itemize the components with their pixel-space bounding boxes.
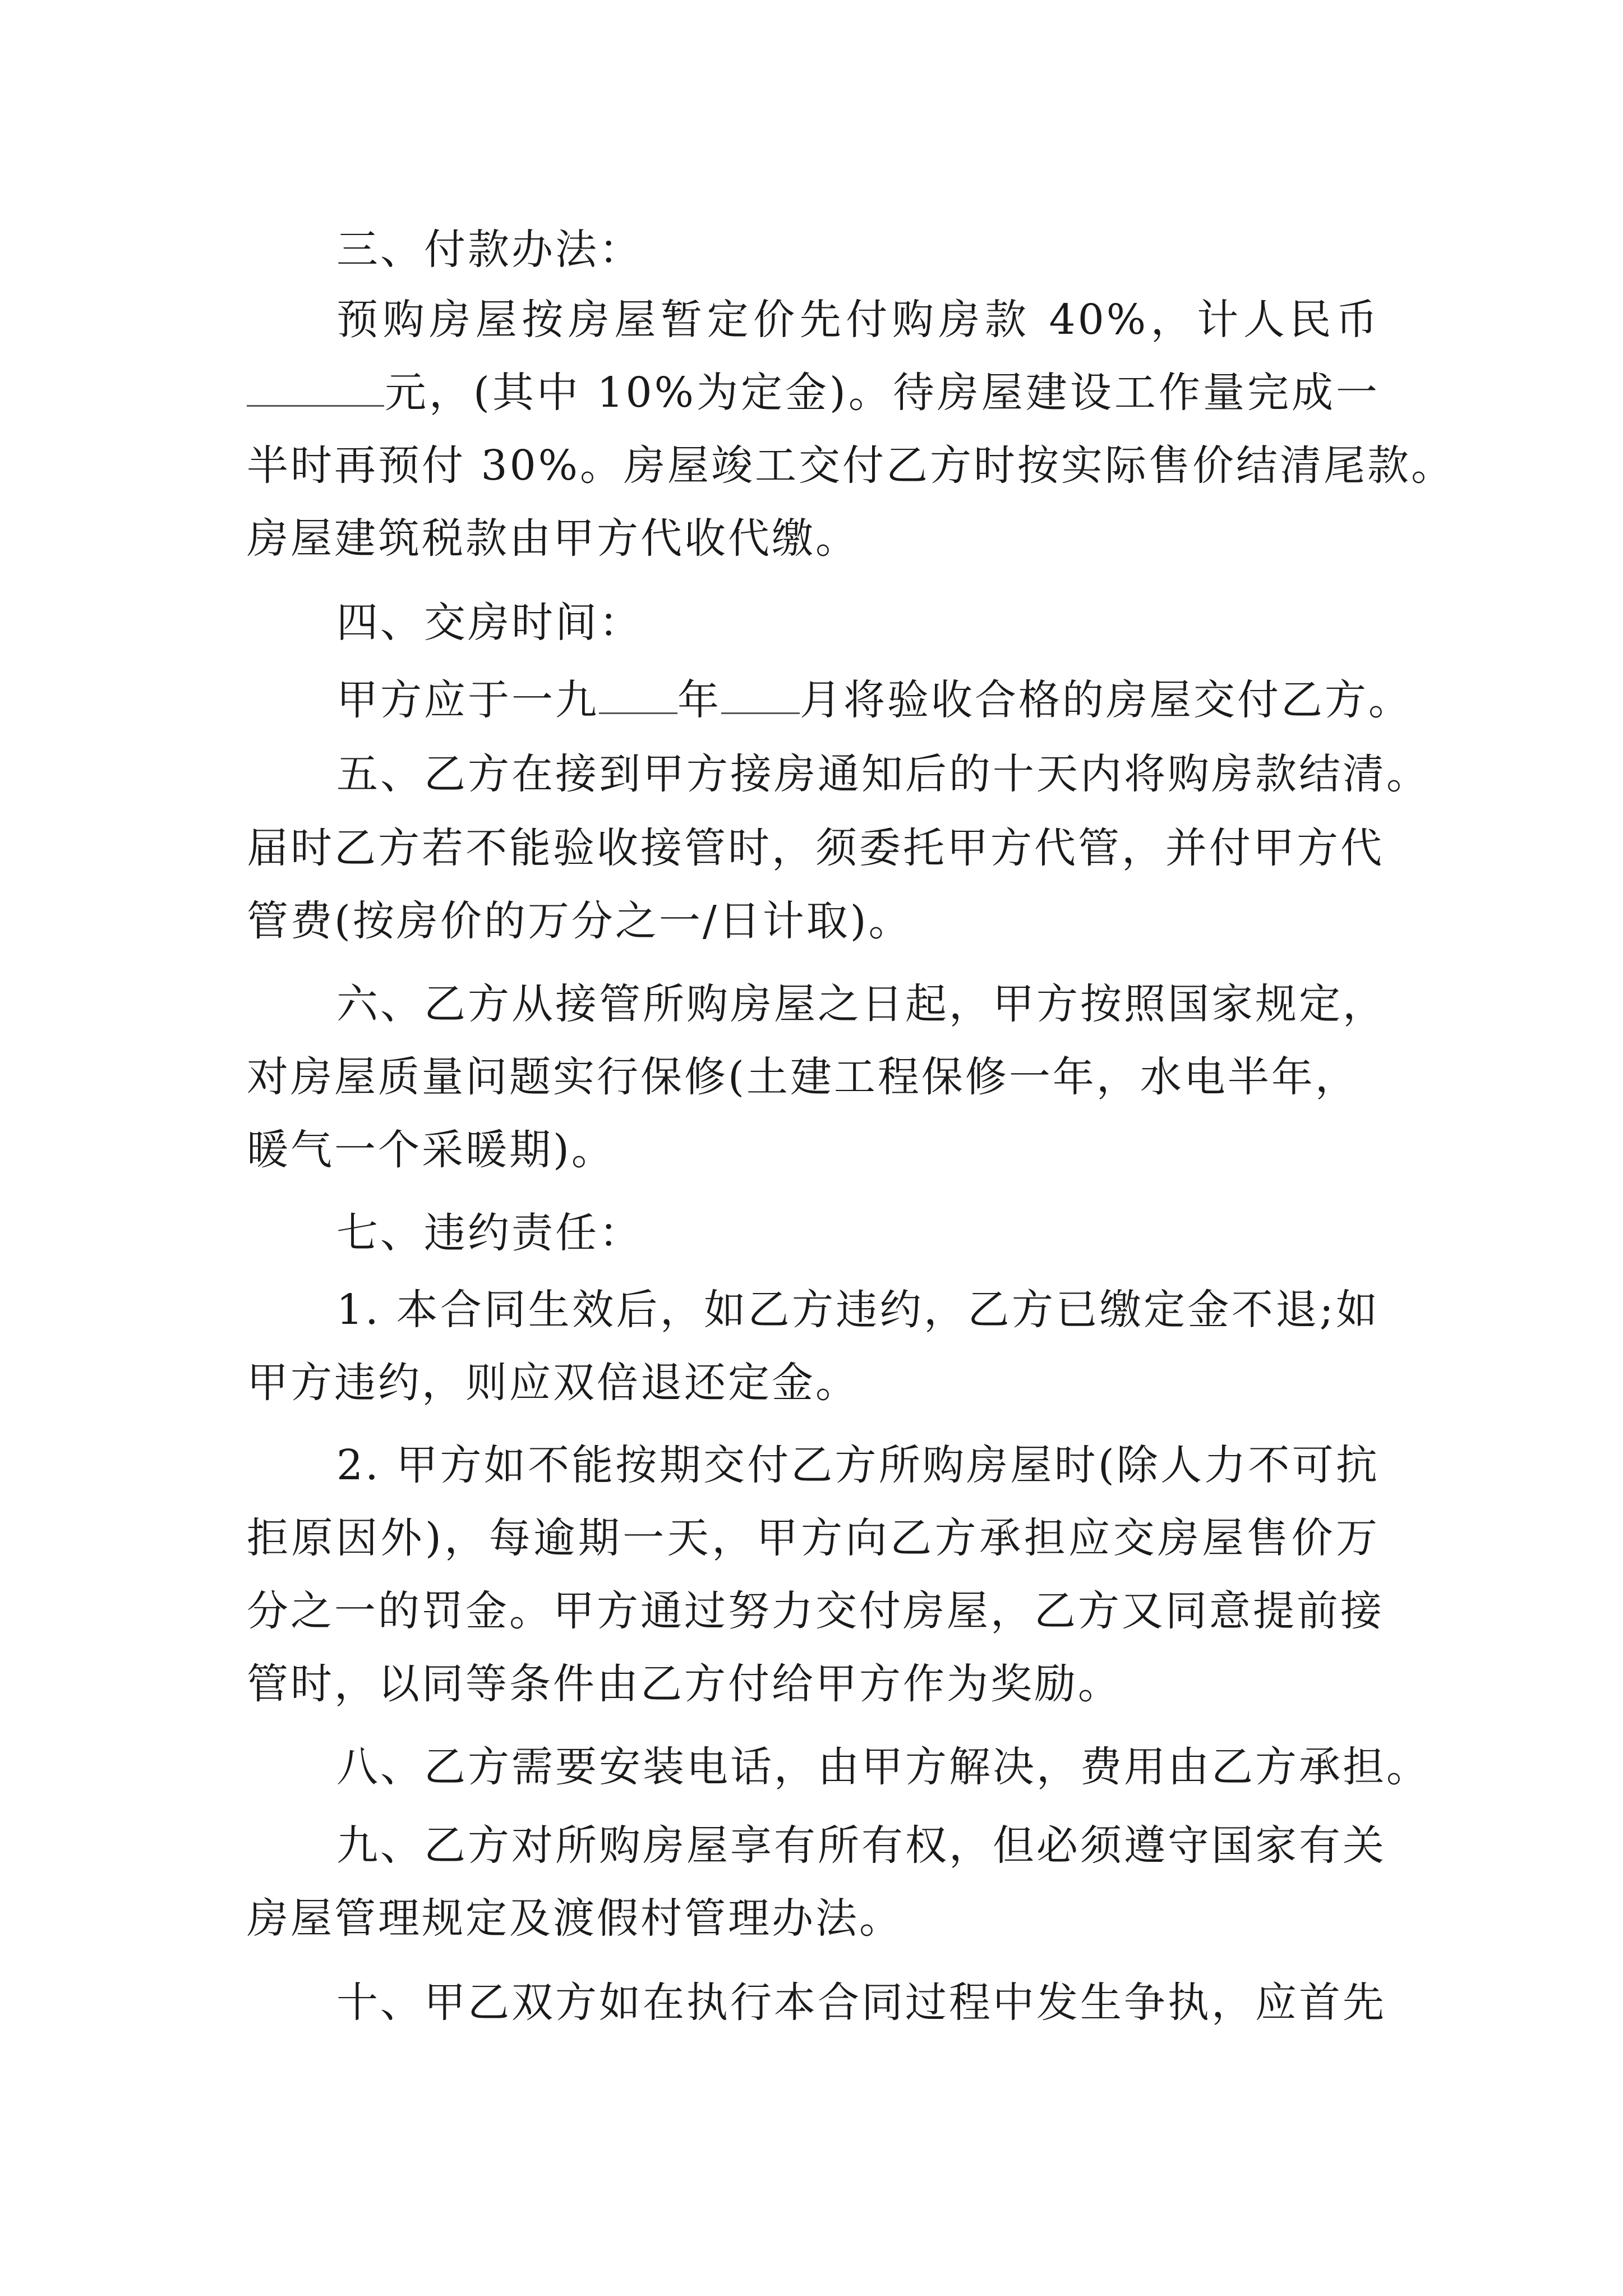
paragraph-line: 五、乙方在接到甲方接房通知后的十天内将购房款结清。 bbox=[336, 750, 1430, 798]
paragraph-line: 暖气一个采暖期)。 bbox=[247, 1126, 615, 1174]
paragraph-line: 管费(按房价的万分之一/日计取)。 bbox=[247, 897, 912, 945]
fill-in-blank bbox=[247, 366, 384, 407]
paragraph-line: 分之一的罚金。甲方通过努力交付房屋，乙方又同意提前接 bbox=[247, 1587, 1384, 1635]
paragraph-line: 2. 甲方如不能按期交付乙方所购房屋时(除人力不可抗 bbox=[336, 1441, 1380, 1489]
paragraph-text: 年 bbox=[677, 676, 721, 724]
paragraph-line: 1. 本合同生效后，如乙方违约，乙方已缴定金不退;如 bbox=[336, 1286, 1380, 1334]
paragraph-line: 管时，以同等条件由乙方付给甲方作为奖励。 bbox=[247, 1660, 1122, 1708]
heading-delivery-time: 四、交房时间： bbox=[336, 599, 643, 647]
paragraph-line: 对房屋质量问题实行保修(土建工程保修一年，水电半年， bbox=[247, 1053, 1359, 1101]
paragraph-line: 十、甲乙双方如在执行本合同过程中发生争执，应首先 bbox=[336, 1978, 1386, 2027]
paragraph-line: 九、乙方对所购房屋享有所有权，但必须遵守国家有关 bbox=[336, 1821, 1386, 1870]
paragraph-line: 届时乙方若不能验收接管时，须委托甲方代管，并付甲方代 bbox=[247, 824, 1384, 872]
paragraph-line: 甲方违约，则应双倍退还定金。 bbox=[247, 1359, 859, 1407]
paragraph-line: 六、乙方从接管所购房屋之日起，甲方按照国家规定， bbox=[336, 980, 1386, 1028]
paragraph-line: 半时再预付 30%。房屋竣工交付乙方时按实际售价结清尾款。 bbox=[247, 441, 1455, 490]
paragraph-line: 房屋管理规定及渡假村管理办法。 bbox=[247, 1894, 903, 1943]
paragraph-line bbox=[247, 365, 1380, 421]
paragraph-line: 房屋建筑税款由甲方代收代缴。 bbox=[247, 514, 859, 563]
paragraph-text: 甲方应于一九 bbox=[336, 676, 599, 724]
paragraph-line bbox=[336, 672, 1412, 728]
paragraph-text: 月将验收合格的房屋交付乙方。 bbox=[800, 676, 1412, 724]
heading-payment: 三、付款办法： bbox=[336, 226, 643, 274]
paragraph-line: 拒原因外)，每逾期一天，甲方向乙方承担应交房屋售价万 bbox=[247, 1514, 1380, 1562]
paragraph-text: 元，(其中 10%为定金)。待房屋建设工作量完成一 bbox=[384, 369, 1380, 417]
fill-in-blank bbox=[599, 673, 677, 714]
heading-breach: 七、违约责任： bbox=[336, 1209, 643, 1257]
fill-in-blank bbox=[721, 673, 800, 714]
paragraph-line: 预购房屋按房屋暂定价先付购房款 40%，计人民币 bbox=[336, 296, 1380, 344]
paragraph-line: 八、乙方需要安装电话，由甲方解决，费用由乙方承担。 bbox=[336, 1743, 1430, 1791]
